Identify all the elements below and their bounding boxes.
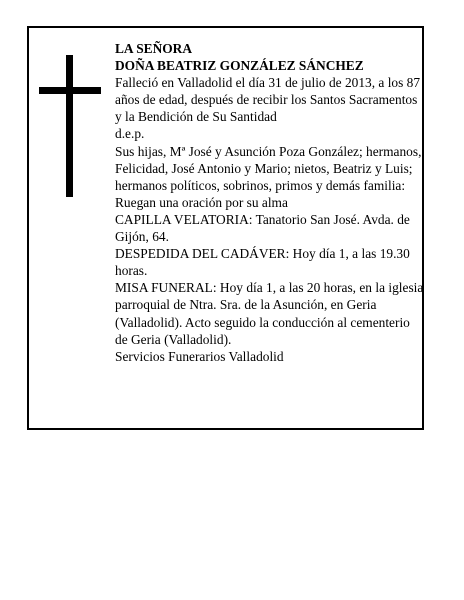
prayer-request: Ruegan una oración por su alma xyxy=(115,194,288,210)
notice-heading: LA SEÑORA xyxy=(115,41,193,56)
obituary-notice xyxy=(27,26,424,430)
farewell-info: DESPEDIDA DEL CADÁVER: Hoy día 1, a las 19.30 horas. xyxy=(115,246,410,279)
cross-vertical-bar xyxy=(66,55,73,197)
deceased-name: DOÑA BEATRIZ GONZÁLEZ SÁNCHEZ xyxy=(115,58,364,74)
notice-text xyxy=(115,40,424,365)
cross-horizontal-bar xyxy=(39,87,101,94)
dep-text: d.e.p. xyxy=(115,126,145,142)
funeral-info: MISA FUNERAL: Hoy día 1, a las 20 horas, en la iglesia parroquial de Ntra. Sra. de la Asunción, en Geria (Valladolid). Acto seguido la conducción al cementerio de Geria (Valladolid). xyxy=(115,280,424,347)
chapel-info: CAPILLA VELATORIA: Tanatorio San José. Avda. de Gijón, 64. xyxy=(115,211,410,245)
funeral-services: Servicios Funerarios Valladolid xyxy=(115,348,284,364)
death-info: Falleció en Valladolid el día 31 de julio de 2013, a los 87 años de edad, después de recibir los Santos Sacramentos y la Bendición de Su Santidad xyxy=(115,75,421,125)
family-list: Sus hijas, Mª José y Asunción Poza González; hermanos, Felicidad, José Antonio y Mario; nietos, Beatriz y Luis; hermanos políticos, sobrinos, primos y demás familia: xyxy=(115,143,422,193)
cross-icon xyxy=(39,55,101,197)
